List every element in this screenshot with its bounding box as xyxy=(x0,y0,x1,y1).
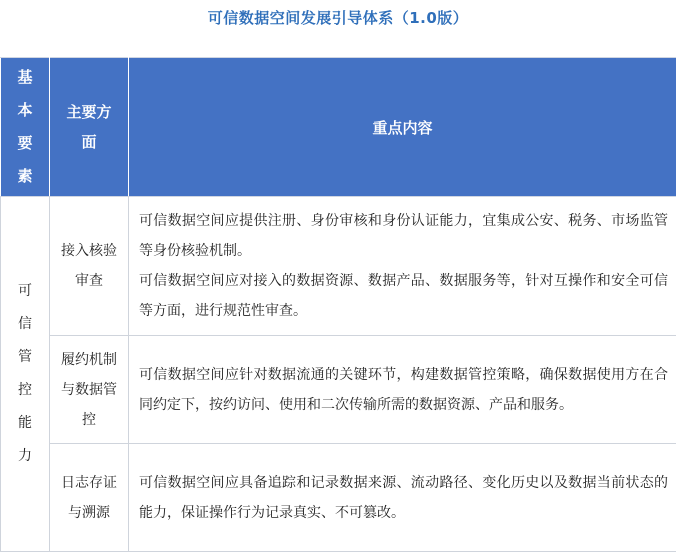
aspect-cell xyxy=(50,197,129,336)
content-cell xyxy=(129,444,676,552)
header-key-content xyxy=(129,58,676,197)
aspect-label: 接入核验审查 xyxy=(60,236,118,296)
table-row xyxy=(1,197,676,336)
header-main-aspects-label: 主要方面 xyxy=(60,97,118,157)
header-basic-elements-label: 基本要素 xyxy=(16,61,34,193)
content-cell xyxy=(129,197,676,336)
table-row xyxy=(1,336,676,444)
header-key-content-label: 重点内容 xyxy=(372,119,432,137)
table-header-row xyxy=(1,58,676,197)
header-basic-elements xyxy=(1,58,50,197)
aspect-label: 履约机制与数据管控 xyxy=(60,345,118,435)
content-cell xyxy=(129,336,676,444)
document-title: 可信数据空间发展引导体系（1.0版） xyxy=(0,0,676,36)
pillar-cell xyxy=(1,197,50,552)
content-paragraph: 可信数据空间应具备追踪和记录数据来源、流动路径、变化历史以及数据当前状态的能力，保证操作行为记录真实、不可篡改。 xyxy=(139,468,668,528)
content-paragraph: 可信数据空间应针对数据流通的关键环节，构建数据管控策略，确保数据使用方在合同约定下，按约访问、使用和二次传输所需的数据资源、产品和服务。 xyxy=(139,360,668,420)
header-main-aspects xyxy=(50,58,129,197)
aspect-label: 日志存证与溯源 xyxy=(60,468,118,528)
aspect-cell xyxy=(50,444,129,552)
guidance-table xyxy=(0,57,676,552)
content-paragraph: 可信数据空间应对接入的数据资源、数据产品、数据服务等，针对互操作和安全可信等方面，进行规范性审查。 xyxy=(139,266,668,326)
aspect-cell xyxy=(50,336,129,444)
table-row xyxy=(1,444,676,552)
pillar-label: 可信管控能力 xyxy=(17,275,33,473)
content-paragraph: 可信数据空间应提供注册、身份审核和身份认证能力，宜集成公安、税务、市场监管等身份核验机制。 xyxy=(139,206,668,266)
